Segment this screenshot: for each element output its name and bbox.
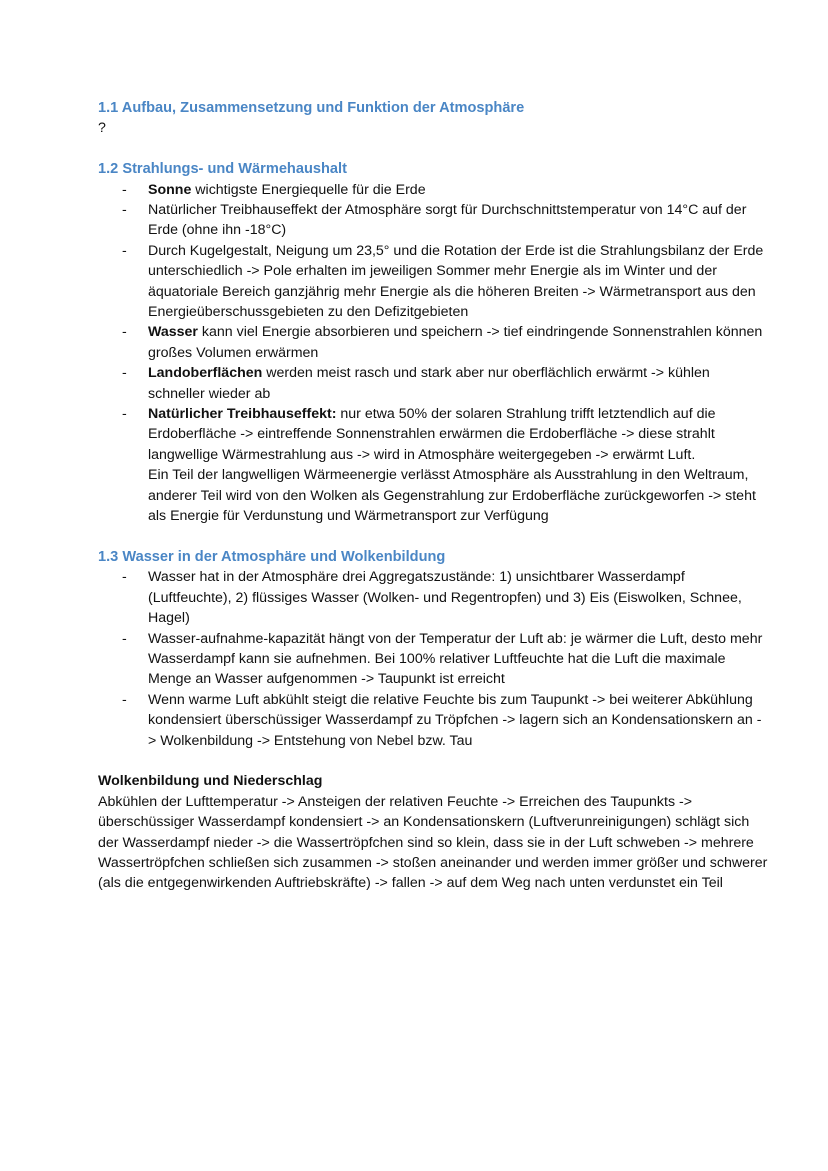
list-item xyxy=(122,180,768,200)
item-bold-term: Wasser xyxy=(148,324,198,341)
bullet-dash: - xyxy=(122,569,127,586)
bullet-dash: - xyxy=(122,242,127,259)
spacer xyxy=(98,139,768,159)
section-heading-1-2: 1.2 Strahlungs- und Wärmehaushalt xyxy=(98,161,347,178)
bullet-dash: - xyxy=(122,630,127,647)
spacer xyxy=(98,751,768,771)
spacer xyxy=(98,527,768,547)
question-mark: ? xyxy=(98,120,106,137)
item-text: kann viel Energie absorbieren und speichern -> tief eindringende Sonnenstrahlen können großes Volumen erwärmen xyxy=(148,324,763,361)
list-item xyxy=(122,363,768,404)
item-bold-term: Natürlicher Treibhauseffekt: xyxy=(148,406,337,423)
item-text: Wasser-aufnahme-kapazität hängt von der Temperatur der Luft ab: je wärmer die Luft, desto mehr Wasserdampf kann sie aufnehmen. Bei 100% relativer Luftfeuchte hat die Luft die maximale Menge an Wasser aufgenommen -> Taupunkt ist erreicht xyxy=(148,630,763,688)
list-item xyxy=(122,322,768,363)
list-item xyxy=(122,404,768,526)
paragraph-cloud-formation: Abkühlen der Lufttemperatur -> Ansteigen der relativen Feuchte -> Erreichen des Taupunkts -> überschüssiger Wasserdampf kondensiert -> an Kondensationskern (Luftverunreinigungen) schlägt sich der Wasserdampf nieder -> die Wassertröpfchen sind so klein, dass sie in der Luft schweben -> mehrere Wassertröpfchen schließen sich zusammen -> stoßen aneinander und werden immer größer und schwerer (als die entgegenwirkenden Auftriebskräfte) -> fallen -> auf dem Weg nach unten verdunstet ein Teil xyxy=(98,793,768,892)
subheading-cloud-formation: Wolkenbildung und Niederschlag xyxy=(98,773,323,790)
bullet-list-water xyxy=(98,567,768,751)
item-bold-term: Sonne xyxy=(148,181,192,198)
bullet-dash: - xyxy=(122,406,127,423)
bullet-dash: - xyxy=(122,691,127,708)
list-item xyxy=(122,567,768,628)
item-text: Wasser hat in der Atmosphäre drei Aggregatszustände: 1) unsichtbarer Wasserdampf (Luftfeuchte), 2) flüssiges Wasser (Wolken- und Regentropfen) und 3) Eis (Eiswolken, Schnee, Hagel) xyxy=(148,569,742,627)
item-text-continued: Ein Teil der langwelligen Wärmeenergie verlässt Atmosphäre als Ausstrahlung in den Weltraum, xyxy=(148,467,749,484)
bullet-dash: - xyxy=(122,181,127,198)
bullet-dash: - xyxy=(122,365,127,382)
list-item xyxy=(122,200,768,241)
section-heading-1-3: 1.3 Wasser in der Atmosphäre und Wolkenbildung xyxy=(98,548,446,565)
bullet-dash: - xyxy=(122,324,127,341)
item-text-continued: anderer Teil wird von den Wolken als Gegenstrahlung zur Erdoberfläche zurückgeworfen -> steht als Energie für Verdunstung und Wärmetransport zur Verfügung xyxy=(148,487,756,525)
item-text: wichtigste Energiequelle für die Erde xyxy=(191,181,426,198)
bullet-list-radiation xyxy=(98,180,768,527)
item-text: Natürlicher Treibhauseffekt der Atmosphäre sorgt für Durchschnittstemperatur von 14°C auf der Erde (ohne ihn -18°C) xyxy=(148,202,747,239)
section-heading-1-1: 1.1 Aufbau, Zusammensetzung und Funktion der Atmosphäre xyxy=(98,100,525,116)
list-item xyxy=(122,629,768,690)
list-item xyxy=(122,241,768,323)
item-text: nur etwa 50% der solaren Strahlung trifft letztendlich auf die Erdoberfläche -> eintreffende Sonnenstrahlen erwärmen die Erdoberfläche -> diese strahlt langwellige Wärmestrahlung aus -> wird in Atmosphäre weitergegeben -> erwärmt Luft. xyxy=(148,406,716,463)
item-text: Wenn warme Luft abkühlt steigt die relative Feuchte bis zum Taupunkt -> bei weiterer Abkühlung kondensiert überschüssiger Wasserdampf zu Tröpfchen -> lagern sich an Kondensationskern an -> Wolkenbildung -> Entstehung von Nebel bzw. Tau xyxy=(148,691,762,749)
bullet-dash: - xyxy=(122,202,127,219)
item-text: werden meist rasch und stark aber nur oberflächlich erwärmt -> kühlen schneller wieder ab xyxy=(148,365,710,402)
list-item xyxy=(122,690,768,751)
item-bold-term: Landoberflächen xyxy=(148,365,263,382)
item-text: Durch Kugelgestalt, Neigung um 23,5° und die Rotation der Erde ist die Strahlungsbilanz der Erde unterschiedlich -> Pole erhalten im jeweiligen Sommer mehr Energie als im Winter und der äquatoriale Bereich ganzjährig mehr Energie als die höheren Breiten -> Wärmetransport aus den Energieüberschussgebieten zu den Defizitgebieten xyxy=(148,242,764,321)
